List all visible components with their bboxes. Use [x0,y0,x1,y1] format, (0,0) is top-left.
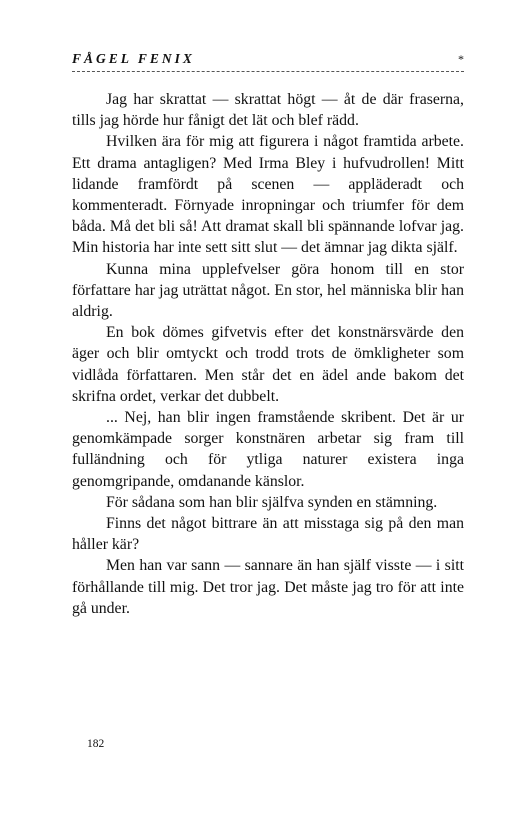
paragraph: Kunna mina upplefvelser göra honom till en stor författare har jag uträttat något. En stor, hel människa blir han aldrig. [72,260,464,321]
paragraph: Men han var sann — sannare än han själf visste — i sitt förhållande till mig. Det tror jag. Det måste jag tro för att inte gå under. [72,557,464,617]
asterisk-ornament: * [458,52,464,66]
paragraph: För sådana som han blir själfva synden en stämning. [106,493,438,511]
running-title: FÅGEL FENIX [72,51,195,66]
header-rule [72,71,464,72]
paragraph: Hvilken ära för mig att figurera i något framtida arbete. Ett drama antagligen? Med Irma Bley i hufvudrollen! Mitt lidande framfördt på scenen — appläderadt och kommenteradt. Förnyade inropningar och triumfer för dem båda. Må det bli så! Att dramat skall bli spännande lofvar jag. Min historia har inte sett sitt slut — det ämnar jag dikta själf. [72,133,464,257]
paragraph: ... Nej, han blir ingen framstående skribent. Det är ur genomkämpade sorger konstnären arbetar sig fram till fulländning och för ytliga naturer existera inga genomgripande, omdanande känslor. [72,409,464,490]
page-header [72,50,464,74]
page-number: 182 [87,738,105,750]
paragraph: En bok dömes gifvetvis efter det konstnärsvärde den äger och blir omtyckt och trodd trots de ömkligheter som vidlåda författaren. Men står det en ädel ande bakom det skrifna ordet, verkar det dubbelt. [72,324,464,405]
paragraph: Jag har skrattat — skrattat högt — åt de där fraserna, tills jag hörde hur fånigt det lät och blef rädd. [72,91,464,130]
body-text [72,89,464,619]
paragraph: Finns det något bittrare än att misstaga sig på den man håller kär? [72,515,464,554]
